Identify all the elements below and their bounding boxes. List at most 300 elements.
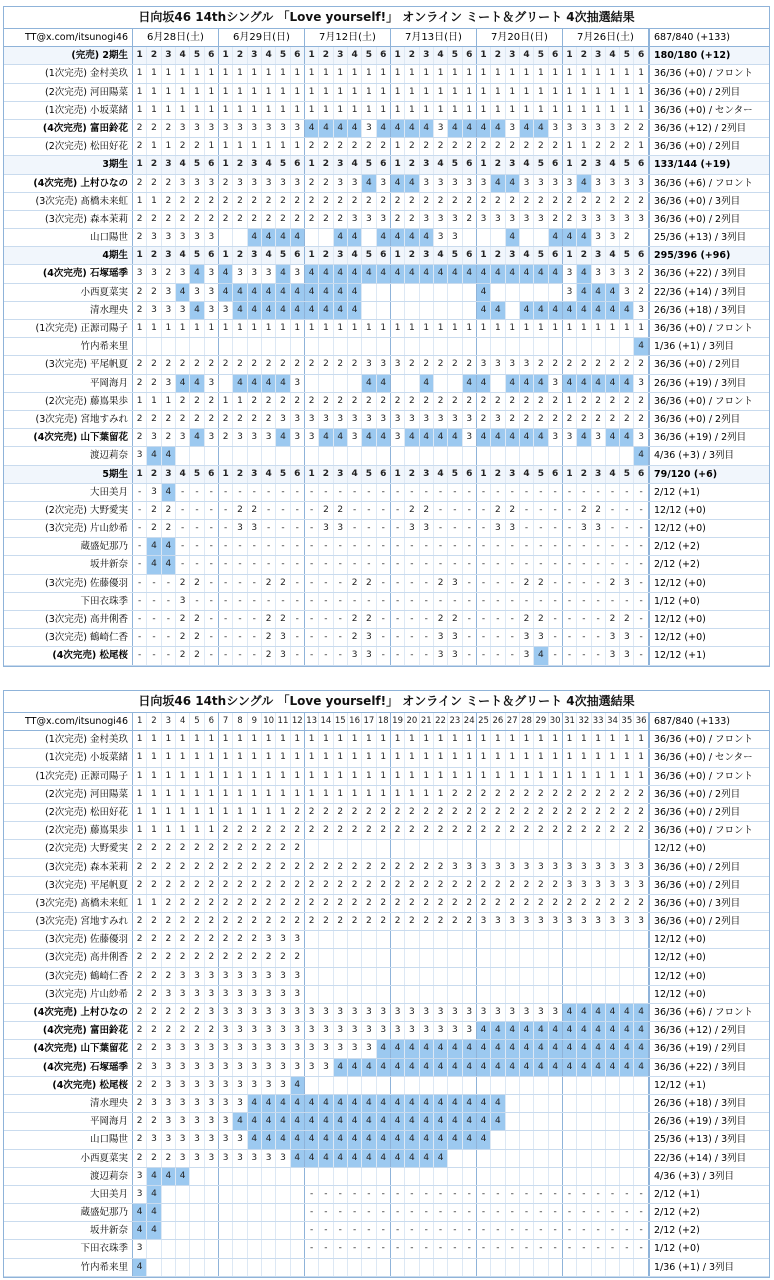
slot-cell: 2 <box>147 840 161 857</box>
slot-cell: 1 <box>147 731 161 748</box>
slot-cell: 2 <box>233 247 247 264</box>
slot-cell: 1 <box>133 895 147 912</box>
slot-cell: 2 <box>420 356 434 373</box>
slot-cell: 1 <box>334 320 348 337</box>
slot-cell: 4 <box>362 1059 376 1076</box>
row-summary: 25/36 (+13) / 3列目 <box>654 232 747 244</box>
member-name: 坂井新奈 <box>4 556 133 573</box>
slot-cell: 2 <box>248 949 262 966</box>
slot-cell: 2 <box>147 1004 161 1021</box>
slot-cell: - <box>133 575 147 592</box>
slot-cell: 2 <box>305 393 319 410</box>
slot-cell: - <box>276 556 290 573</box>
number-header-row <box>4 713 769 731</box>
slot-cell: 2 <box>405 47 419 64</box>
slot-cell: 2 <box>563 356 577 373</box>
slot-cell: 4 <box>305 1131 319 1148</box>
slot-cell: 3 <box>248 1040 262 1057</box>
slot-cell: 4 <box>176 1168 190 1185</box>
slot-cell: 1 <box>577 84 591 101</box>
slot-cell: 3 <box>147 302 161 319</box>
slot-number: 7 <box>219 713 233 730</box>
slot-cell: 2 <box>620 411 634 428</box>
slot-cell: 1 <box>133 749 147 766</box>
member-row <box>4 265 769 283</box>
slot-cell: - <box>634 520 648 537</box>
slot-cell: 2 <box>377 393 391 410</box>
slot-cell: 4 <box>276 1095 290 1112</box>
slot-cell <box>190 1240 204 1257</box>
slot-cell: - <box>334 593 348 610</box>
slot-cell: 1 <box>319 768 333 785</box>
slot-cell <box>520 1168 534 1185</box>
slot-cell: 4 <box>377 1113 391 1130</box>
slot-cell: - <box>592 1222 606 1239</box>
slot-cell: 3 <box>477 1004 491 1021</box>
slot-cell: - <box>305 1222 319 1239</box>
slot-cell <box>262 1259 276 1276</box>
slot-cell: 2 <box>133 1150 147 1167</box>
member-name: (1次完売) 小坂菜緒 <box>4 749 133 766</box>
slot-cell: 3 <box>606 647 620 664</box>
slot-cell: 4 <box>477 120 491 137</box>
slot-cell <box>405 284 419 301</box>
slot-cell <box>334 949 348 966</box>
slot-cell: 2 <box>233 47 247 64</box>
slot-cell: 1 <box>147 193 161 210</box>
slot-cell: 1 <box>348 320 362 337</box>
slot-cell: 2 <box>491 877 505 894</box>
slot-cell: 3 <box>276 629 290 646</box>
slot-cell: 4 <box>162 1168 176 1185</box>
slot-cell: 1 <box>219 84 233 101</box>
row-summary: 36/36 (+19) / 2列目 <box>654 432 747 444</box>
slot-cell: - <box>233 556 247 573</box>
slot-cell: 1 <box>305 47 319 64</box>
slot-cell: 2 <box>219 411 233 428</box>
slot-cell <box>334 986 348 1003</box>
row-summary: 36/36 (+22) / 3列目 <box>654 268 747 280</box>
slot-cell: 3 <box>291 1040 305 1057</box>
slot-cell: - <box>420 1222 434 1239</box>
slot-cell: 4 <box>477 302 491 319</box>
slot-cell: 1 <box>534 749 548 766</box>
slot-cell: 4 <box>176 47 190 64</box>
slot-cell: 2 <box>620 193 634 210</box>
slot-cell: - <box>634 1222 648 1239</box>
slot-cell <box>362 284 376 301</box>
slot-cell: - <box>506 1222 520 1239</box>
slot-cell: 1 <box>190 102 204 119</box>
slot-cell: 4 <box>491 1022 505 1039</box>
slot-cell: 1 <box>133 320 147 337</box>
slot-cell: 4 <box>362 375 376 392</box>
slot-cell: 3 <box>248 247 262 264</box>
slot-cell: 3 <box>420 156 434 173</box>
slot-cell <box>420 968 434 985</box>
slot-cell: - <box>348 556 362 573</box>
slot-cell: 2 <box>276 877 290 894</box>
slot-cell: 4 <box>534 429 548 446</box>
member-name: (2次完売) 藤嶌果歩 <box>4 393 133 410</box>
slot-cell: 1 <box>319 84 333 101</box>
slot-cell: 3 <box>205 265 219 282</box>
slot-cell: - <box>405 1186 419 1203</box>
slot-cells <box>133 65 650 82</box>
member-name: (3次完売) 鶴崎仁香 <box>4 968 133 985</box>
table-body <box>4 47 769 665</box>
slot-cell <box>262 338 276 355</box>
slot-cell: 5 <box>190 466 204 483</box>
slot-cell: 4 <box>334 302 348 319</box>
slot-cell: 3 <box>506 120 520 137</box>
slot-cell: - <box>463 502 477 519</box>
slot-cell <box>477 986 491 1003</box>
slot-cell: 2 <box>262 211 276 228</box>
slot-cell: 3 <box>205 1004 219 1021</box>
slot-cell: 3 <box>448 1004 462 1021</box>
slot-cell <box>334 1168 348 1185</box>
member-row <box>4 211 769 229</box>
slot-cells <box>133 749 650 766</box>
slot-cell: - <box>577 629 591 646</box>
slot-cell: 3 <box>634 302 648 319</box>
slot-cell: 1 <box>606 65 620 82</box>
slot-cell: 1 <box>520 320 534 337</box>
slot-cell: - <box>248 611 262 628</box>
slot-cell: 3 <box>133 1186 147 1203</box>
slot-cell: 1 <box>362 102 376 119</box>
slot-cell <box>162 1204 176 1221</box>
generation-header-row <box>4 47 769 65</box>
slot-cell: 1 <box>463 84 477 101</box>
slot-cell: 6 <box>205 466 219 483</box>
slot-cell: 3 <box>592 175 606 192</box>
slot-cell: 2 <box>176 931 190 948</box>
slot-cell: 1 <box>506 84 520 101</box>
slot-cell: - <box>463 629 477 646</box>
slot-cell: 4 <box>491 175 505 192</box>
slot-cell <box>592 1077 606 1094</box>
slot-cell: 3 <box>305 1040 319 1057</box>
slot-cell: 2 <box>477 877 491 894</box>
slot-cell <box>491 968 505 985</box>
slot-cell: - <box>448 502 462 519</box>
slot-cell: 5 <box>276 466 290 483</box>
slot-cell: 4 <box>348 229 362 246</box>
slot-cell: 4 <box>520 466 534 483</box>
slot-cell: 4 <box>620 429 634 446</box>
slot-cell: - <box>563 484 577 501</box>
slot-cell: 4 <box>391 1059 405 1076</box>
slot-number: 24 <box>463 713 477 730</box>
slot-cell: 1 <box>592 84 606 101</box>
slot-cells <box>133 822 650 839</box>
slot-cell <box>577 968 591 985</box>
slot-cell: 3 <box>334 411 348 428</box>
slot-cell: 1 <box>190 320 204 337</box>
slot-cell: 3 <box>334 1022 348 1039</box>
slot-cell: - <box>348 1222 362 1239</box>
slot-cell: 3 <box>291 1022 305 1039</box>
slot-cell: - <box>291 502 305 519</box>
date-header-row <box>4 29 769 47</box>
slot-cell: 1 <box>291 731 305 748</box>
slot-cell <box>577 1113 591 1130</box>
slot-cell: 2 <box>634 822 648 839</box>
slot-cell: 1 <box>133 47 147 64</box>
slot-cell <box>205 1240 219 1257</box>
header-summary: 687/840 (+133) <box>654 32 730 43</box>
slot-cell: 1 <box>563 102 577 119</box>
slot-cell <box>606 968 620 985</box>
member-row <box>4 822 769 840</box>
slot-cell: 2 <box>405 466 419 483</box>
slot-cell: - <box>319 611 333 628</box>
slot-cell: 2 <box>405 913 419 930</box>
slot-cell <box>549 1113 563 1130</box>
slot-cell <box>147 338 161 355</box>
slot-cell: 3 <box>176 593 190 610</box>
slot-cells <box>133 895 650 912</box>
row-summary: 36/36 (+0) / フロント <box>654 395 754 407</box>
slot-cell <box>577 1150 591 1167</box>
row-summary: 12/12 (+0) <box>654 843 706 855</box>
slot-cells <box>133 538 650 555</box>
slot-cell: 2 <box>176 611 190 628</box>
slot-cell <box>362 1168 376 1185</box>
slot-cell: - <box>506 484 520 501</box>
slot-cell: 1 <box>305 156 319 173</box>
slot-cell: 3 <box>563 175 577 192</box>
slot-cell: 1 <box>634 768 648 785</box>
slot-cell <box>477 1150 491 1167</box>
slot-cell: - <box>563 556 577 573</box>
slot-cell: 4 <box>162 484 176 501</box>
slot-cell: 3 <box>334 520 348 537</box>
slot-cell: 2 <box>405 877 419 894</box>
slot-cell: 2 <box>592 786 606 803</box>
slot-cell <box>448 338 462 355</box>
slot-cell: - <box>477 520 491 537</box>
slot-cell <box>420 840 434 857</box>
slot-cell: 4 <box>305 302 319 319</box>
slot-cell: - <box>377 1240 391 1257</box>
slot-cell: 4 <box>534 1059 548 1076</box>
slot-cell: 2 <box>248 895 262 912</box>
slot-cells <box>133 1222 650 1239</box>
slot-cell <box>592 447 606 464</box>
slot-cell: - <box>448 593 462 610</box>
slot-cell: - <box>319 1222 333 1239</box>
slot-cell: 1 <box>348 768 362 785</box>
slot-cell: 2 <box>190 931 204 948</box>
slot-cell: 2 <box>176 859 190 876</box>
slot-cell: 1 <box>133 156 147 173</box>
slot-cell: 1 <box>477 768 491 785</box>
slot-cell: 1 <box>563 768 577 785</box>
slot-cell: 4 <box>348 466 362 483</box>
slot-cell: 1 <box>176 804 190 821</box>
slot-cell: 3 <box>176 1150 190 1167</box>
slot-cell: 3 <box>219 120 233 137</box>
slot-cell: - <box>506 593 520 610</box>
slot-cell: 3 <box>219 1131 233 1148</box>
slot-cell: 2 <box>133 1022 147 1039</box>
slot-cell: 3 <box>162 375 176 392</box>
slot-cell: 1 <box>592 102 606 119</box>
slot-cell: 2 <box>147 375 161 392</box>
slot-cell: - <box>319 575 333 592</box>
date-header: 7月13日(日) <box>391 29 477 46</box>
slot-cell: 1 <box>305 749 319 766</box>
slot-cell: 3 <box>262 120 276 137</box>
slot-cell: 1 <box>334 65 348 82</box>
slot-cell: 1 <box>362 768 376 785</box>
slot-cell <box>434 1168 448 1185</box>
slot-cell: 4 <box>334 429 348 446</box>
slot-cell: 4 <box>219 265 233 282</box>
slot-cell: 1 <box>276 65 290 82</box>
slot-cell: 4 <box>434 1113 448 1130</box>
slot-cell: 3 <box>319 411 333 428</box>
date-header: 7月26日(土) <box>563 29 649 46</box>
slot-cell: 1 <box>205 786 219 803</box>
slot-cell: - <box>506 1240 520 1257</box>
slot-cell: 3 <box>348 1022 362 1039</box>
slot-cell <box>190 1204 204 1221</box>
slot-cell: 1 <box>219 102 233 119</box>
slot-cell <box>606 840 620 857</box>
slot-cell <box>233 1204 247 1221</box>
slot-cell <box>563 1168 577 1185</box>
slot-cell: - <box>448 1240 462 1257</box>
slot-cell: 4 <box>334 284 348 301</box>
slot-cell: - <box>391 575 405 592</box>
slot-cell: 3 <box>334 47 348 64</box>
slot-cell: 1 <box>606 749 620 766</box>
slot-cell: 4 <box>262 302 276 319</box>
slot-cell: 2 <box>391 913 405 930</box>
slot-cell <box>606 447 620 464</box>
slot-cell <box>463 986 477 1003</box>
member-name: (2次完売) 河田陽菜 <box>4 84 133 101</box>
slot-cell: 4 <box>477 1059 491 1076</box>
slot-cell: 2 <box>592 356 606 373</box>
slot-cell: 4 <box>434 247 448 264</box>
slot-cell: 4 <box>520 375 534 392</box>
slot-cells <box>133 611 650 628</box>
slot-cell: 1 <box>276 786 290 803</box>
slot-cell <box>405 968 419 985</box>
slot-cell: 1 <box>491 749 505 766</box>
slot-cell <box>377 1168 391 1185</box>
slot-cell: 4 <box>147 556 161 573</box>
slot-cell: 2 <box>606 786 620 803</box>
slot-cell: 2 <box>190 647 204 664</box>
slot-cell <box>377 284 391 301</box>
slot-cell: 3 <box>420 175 434 192</box>
slot-cell: 2 <box>520 393 534 410</box>
slot-cell: 4 <box>520 1040 534 1057</box>
slot-cell <box>219 1168 233 1185</box>
slot-cell: 3 <box>491 211 505 228</box>
slot-cell: 3 <box>448 575 462 592</box>
member-name: 平岡海月 <box>4 1113 133 1130</box>
slot-cell: - <box>448 1222 462 1239</box>
slot-cell: 3 <box>362 1022 376 1039</box>
slot-cell: 3 <box>219 1150 233 1167</box>
slot-cell: 3 <box>233 968 247 985</box>
slot-cell: 3 <box>176 1131 190 1148</box>
slot-cell <box>162 1259 176 1276</box>
slot-cell: 2 <box>334 502 348 519</box>
slot-cell <box>606 931 620 948</box>
slot-cell: 2 <box>634 265 648 282</box>
slot-cell: 2 <box>606 575 620 592</box>
slot-cell: 1 <box>362 84 376 101</box>
slot-cell: 2 <box>405 156 419 173</box>
slot-cell: - <box>434 1204 448 1221</box>
slot-cell: 2 <box>147 1022 161 1039</box>
slot-cell: 1 <box>420 102 434 119</box>
slot-cell: 3 <box>606 629 620 646</box>
slot-cell <box>276 338 290 355</box>
slot-cell: 2 <box>506 411 520 428</box>
row-summary: 1/12 (+0) <box>654 595 700 607</box>
slot-cell: 2 <box>577 156 591 173</box>
slot-cell: 4 <box>520 302 534 319</box>
slot-cells <box>133 1113 650 1130</box>
slot-cell: - <box>391 484 405 501</box>
slot-cell: 2 <box>362 138 376 155</box>
slot-cell: 1 <box>391 47 405 64</box>
slot-cell: 2 <box>405 393 419 410</box>
slot-cell <box>233 1259 247 1276</box>
slot-cell <box>262 1204 276 1221</box>
slot-cell: 2 <box>348 575 362 592</box>
slot-cell: 3 <box>606 211 620 228</box>
slot-cell <box>491 931 505 948</box>
slot-cell <box>620 338 634 355</box>
slot-cell: 4 <box>276 229 290 246</box>
slot-cell: 2 <box>549 356 563 373</box>
slot-cell: 3 <box>162 229 176 246</box>
slot-cell: 2 <box>276 949 290 966</box>
slot-cell: - <box>592 575 606 592</box>
slot-cell: - <box>549 1204 563 1221</box>
slot-cell: - <box>391 1204 405 1221</box>
slot-cell: 3 <box>190 1113 204 1130</box>
slot-cell: 2 <box>276 822 290 839</box>
slot-cell: 2 <box>319 913 333 930</box>
slot-cell: 2 <box>405 138 419 155</box>
slot-cell: 3 <box>276 1022 290 1039</box>
slot-cell: 3 <box>190 1059 204 1076</box>
slot-cell <box>448 968 462 985</box>
slot-cell: 1 <box>205 138 219 155</box>
slot-cell <box>534 1077 548 1094</box>
slot-cell: 2 <box>133 120 147 137</box>
slot-cell: 1 <box>549 749 563 766</box>
slot-cell: 4 <box>305 120 319 137</box>
slot-cell <box>391 338 405 355</box>
slot-cell: - <box>606 556 620 573</box>
slot-cell: 2 <box>147 1150 161 1167</box>
slot-cell <box>577 931 591 948</box>
member-name: 下田衣珠季 <box>4 593 133 610</box>
row-summary: 2/12 (+2) <box>654 1207 700 1219</box>
